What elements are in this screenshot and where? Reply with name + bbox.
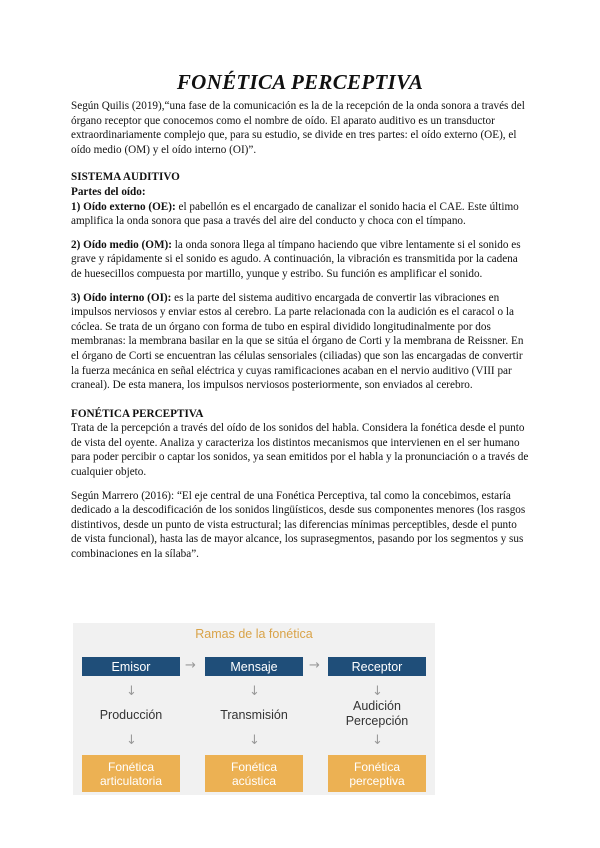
- page-title: FONÉTICA PERCEPTIVA: [176, 70, 424, 94]
- part-text: la onda sonora llega al tímpano haciendo que vibre lentamente si el sonido es grave y rápidamente si el sonido es agudo. A continuación, la vibración es transmitida por la cadena de huesecillos compuesta por martillo, yunque y estribo. Su función es amplificar el sonido.: [71, 238, 521, 280]
- diagram-title: Ramas de la fonética: [195, 627, 313, 641]
- section-heading-fonetica-perceptiva: FONÉTICA PERCEPTIVA: [71, 407, 204, 420]
- fonetica-paragraph-1: Trata de la percepción a través del oído de los sonidos del habla. Considera la fonética desde el punto de vista del oyente. Analiza y caracteriza los distintos mecanismos que intervienen en el ser humano para poder percibir o captar los sonidos, ya sean emitidos por el habla y la pronunciación o a través de cualquier objeto.: [71, 422, 529, 479]
- receptor-box: Receptor: [328, 657, 426, 676]
- part-text: es la parte del sistema auditivo encargada de convertir las vibraciones en impulsos nerviosos y enviar estos al cerebro. La parte relacionada con la audición es el caracol o la cóclea. Se trata de un órgano con forma de tubo en espiral dividido longitudinalmente por dos membranas: la membrana basilar en la que se sitúa el órgano de Corti y la membrana de Reissner. En el órgano de Corti se encuentran las células sensoriales (ciliadas) que son las encargadas de convertir la fuerza mecánica en señal eléctrica y cuyas ramificaciones acaban en el nervio auditivo (VIII par craneal). De esta manera, los impulsos nerviosos posteriormente, son enviados al cerebro.: [71, 291, 524, 392]
- arrow-down-icon: ↓: [249, 733, 260, 748]
- part-lead: 1) Oído externo (OE):: [71, 200, 176, 213]
- arrow-down-icon: ↓: [372, 733, 383, 748]
- arrow-down-icon: ↓: [126, 684, 137, 699]
- arrow-down-icon: ↓: [126, 733, 137, 748]
- fonetica-articulatoria-box: Fonética articulatoria: [82, 755, 180, 792]
- document-body: [71, 70, 529, 562]
- emisor-box: Emisor: [82, 657, 180, 676]
- part-lead: 3) Oído interno (OI):: [71, 291, 172, 304]
- arrow-down-icon: ↓: [372, 684, 383, 699]
- audicion-percepcion-label: Audición Percepción: [345, 699, 409, 728]
- fonetica-perceptiva-box: Fonética perceptiva: [328, 755, 426, 792]
- arrow-right-icon: →: [185, 658, 196, 673]
- part-oido-interno: [71, 291, 529, 393]
- subheading-partes-del-oido: Partes del oído:: [71, 185, 146, 198]
- fonetica-acustica-box: Fonética acústica: [205, 755, 303, 792]
- arrow-down-icon: ↓: [249, 684, 260, 699]
- part-oido-medio: [71, 238, 529, 282]
- produccion-label: Producción: [99, 708, 163, 722]
- intro-paragraph: Según Quilis (2019),“una fase de la comunicación es la de la recepción de la onda sonora a través del órgano receptor que conocemos como el nombre de oído. El aparato auditivo es un transductor extraordinariamente complejo que, para su estudio, se divide en tres partes: el oído externo (OE), el oído medio (OM) y el oído interno (OI)”.: [71, 100, 525, 156]
- arrow-right-icon: →: [309, 658, 320, 673]
- ramas-diagram: [73, 623, 435, 795]
- fonetica-paragraph-2: Según Marrero (2016): “El eje central de una Fonética Perceptiva, tal como la concebimos, estaría dedicado a la descodificación de los sonidos lingüísticos, desde sus componentes menores (los rasgos distintivos, desde un punto de vista estructural; las diferencias mínimas perceptibles, desde el punto de vista funcional), hasta las de mayor alcance, los suprasegmentos, pasando por los segmentos y sus combinaciones en la sílaba”.: [71, 489, 526, 561]
- part-oido-externo: [71, 200, 529, 229]
- mensaje-box: Mensaje: [205, 657, 303, 676]
- section-heading-sistema-auditivo: SISTEMA AUDITIVO: [71, 171, 180, 184]
- part-text: el pabellón es el encargado de canalizar el sonido hacia el CAE. Este último amplifica la onda sonora que pasa a través del aire del conducto y choca con el tímpano.: [71, 200, 519, 228]
- part-lead: 2) Oído medio (OM):: [71, 238, 172, 251]
- transmision-label: Transmisión: [220, 708, 288, 722]
